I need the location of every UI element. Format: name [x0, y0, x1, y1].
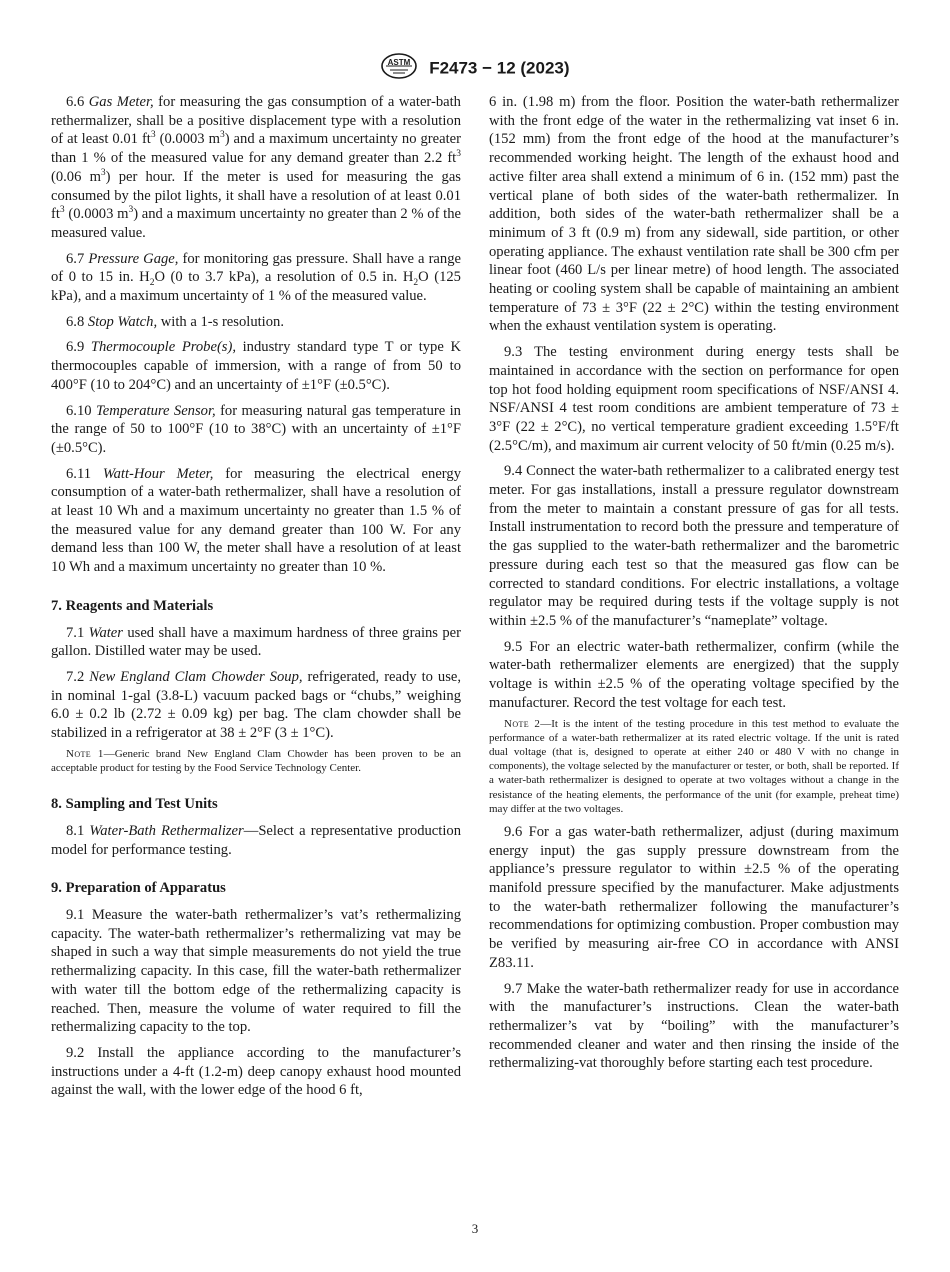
right-column — [489, 93, 899, 1080]
section-9-2-continued: 6 in. (1.98 m) from the floor. Position the water-bath rethermalizer with the front edge of the water in the rethermalizing vat inset 6 in. (152 mm) from the front edge of the hood at the manufacturer’s recommended working height. The length of the exhaust hood and active filter area shall extend a minimum of 6 in. (152 mm) past the vertical plane of both sides of the water-bath rethermalizer. In addition, both sides of the water-bath rethermalizer shall be a minimum of 3 ft (0.9 m) from any sidewall, side partition, or other operating appliance. The exhaust ventilation rate shall be 300 cfm per linear foot (460 L/s per linear metre) of hood length. The associated heating or cooling system shall be capable of maintaining an ambient temperature of 73 ± 3°F (22 ± 2°C) within the testing environment when the exhaust ventilation system is operating. — [489, 94, 899, 335]
note-1: Note 1—Generic brand New England Clam Chowder has been proven to be an acceptable product for testing by the Food Service Technology Center. — [51, 747, 461, 774]
section-7-1: 7.1 Water used shall have a maximum hardness of three grains per gallon. Distilled water may be used. — [51, 624, 461, 660]
section-9-6: 9.6 For a gas water-bath rethermalizer, adjust (during maximum energy input) the gas supply pressure downstream from the appliance’s pressure regulator to within ±2.5 % of the operating manifold pressure specified by the manufacturer. Make adjustments to the water-bath rethermalizer following the manufacturer’s recommendations for optimizing combustion. Proper combustion may be verified by measuring air-free CO in accordance with ANSI Z83.11. — [489, 823, 899, 971]
note-2: Note 2—It is the intent of the testing procedure in this test method to evaluate the performance of a water-bath rethermalizer at its rated electric voltage. If the unit is rated dual voltage (that is, designed to operate at either 240 or 480 V with no change in components), the voltage selected by the manufacturer or tester, or both, shall be reported. If a water-bath rethermalizer is designed to operate at two voltages without a change in the resistance of the heating elements, the performance of the unit (for example, preheat time) may differ at the two voltages. — [489, 717, 899, 815]
section-8-1: 8.1 Water-Bath Rethermalizer—Select a representative production model for performance testing. — [51, 822, 461, 858]
heading-preparation-of-apparatus: 9. Preparation of Apparatus — [51, 880, 226, 897]
section-6-9: 6.9 Thermocouple Probe(s), industry standard type T or type K thermocouples capable of immersion, with a range of from 50 to 400°F (10 to 204°C) and an uncertainty of ±1°F (±0.5°C). — [51, 339, 462, 393]
heading-sampling-and-test-units: 8. Sampling and Test Units — [51, 796, 218, 813]
astm-logo-icon — [380, 52, 418, 85]
section-6-6: 6.6 Gas Meter, for measuring the gas consumption of a water-bath rethermalizer, shall be a positive displacement type with a resolution of at least 0.01 $ft^3$ (0.0003 $m^3$) and a maximum uncertainty no greater than 1 % of the measured value for any demand greater than 2.2 $ft^3$ (0.06 $m^3$) per hour. If the meter is used for measuring the gas consumed by the pilot lights, it shall have a resolution of at least 0.01 $ft^3$ (0.0003 $m^3$) and a maximum uncertainty no greater than 2 % of the measured value. — [51, 94, 461, 241]
section-9-1: 9.1 Measure the water-bath rethermalizer’s vat’s rethermalizing capacity. The water-bath rethermalizer’s rethermalizing vat may be shaped in such a way that simple measurements do not yield the true rethermalizing capacity. In this case, fill the water-bath rethermalizer with water till the bottom edge of the rethermalizing capacity is reached. Then, measure the volume of water required to fill the rethermalizing capacity to the top. — [51, 907, 461, 1036]
left-column — [51, 93, 461, 1107]
section-7-2: 7.2 New England Clam Chowder Soup, refrigerated, ready to use, in nominal 1-gal (3.8-L) vacuum packed bags or “chubs,” weighing 6.0 ± 0.2 lb (2.72 ± 0.09 kg) per bag. The clam chowder shall be stabilized in a refrigerator at 38 ± 2°F (3 ± 1°C). — [51, 668, 462, 742]
page-header — [0, 52, 950, 85]
section-6-10: 6.10 Temperature Sensor, for measuring natural gas temperature in the range of 50 to 100°F (10 to 38°C) with an uncertainty of ±1°F (±0.5°C). — [51, 402, 461, 456]
section-9-2: 9.2 Install the appliance according to the manufacturer’s instructions under a 4-ft (1.2-m) deep canopy exhaust hood mounted against the wall, with the lower edge of the hood 6 ft, — [51, 1044, 461, 1099]
section-9-4: 9.4 Connect the water-bath rethermalizer to a calibrated energy test meter. For gas installations, install a pressure regulator downstream from the meter to maintain a constant pressure of gas for all tests. Install instrumentation to record both the pressure and temperature of the gas supplied to the water-bath rethermalizer and the barometric pressure during each test so that the measured gas flow can be corrected to standard conditions. For electric installations, a voltage regulator may be required during tests if the voltage supply is not within ±2.5 % of the manufacturer’s “nameplate” voltage. — [489, 463, 899, 629]
heading-reagents-and-materials: 7. Reagents and Materials — [51, 597, 214, 614]
section-9-3: 9.3 The testing environment during energy tests shall be maintained in accordance with the section on performance for open top hot food holding equipment room specifications of NSF/ANSI 4. NSF/ANSI 4 test room conditions are ambient temperature of 73 ± 3°F (22 ± 2°C), no vertical temperature gradient exceeding 1.5°F/ft (2.5°C/m), and maximum air current velocity of 50 ft/min (0.25 m/s). — [489, 344, 899, 454]
section-9-5: 9.5 For an electric water-bath rethermalizer, confirm (while the water-bath rethermalizer elements are energized) that the supply voltage is within ±2.5 % of the operating voltage specified by the manufacturer. Record the test voltage for each test. — [489, 638, 899, 711]
document-designation: F2473 − 12 (2023) — [429, 58, 570, 78]
page-number: 3 — [471, 1221, 479, 1236]
section-9-7: 9.7 Make the water-bath rethermalizer ready for use in accordance with the manufacturer’s instructions. Clean the water-bath rethermalizer’s vat by “boiling” with the manufacturer’s recommended cleaner and water and then rinsing the inside of the rethermalizing-vat thoroughly before starting each test procedure. — [489, 980, 899, 1072]
section-6-11: 6.11 Watt-Hour Meter, for measuring the electrical energy consumption of a water-bath rethermalizer, shall have a resolution of at least 10 Wh and a maximum uncertainty no greater than 1.5 % of the measured value for any demand greater than 100 W. For any demand less than 100 W, the meter shall have a resolution of at least 10 Wh and a maximum uncertainty no greater than 10 %. — [51, 465, 461, 576]
section-6-8: 6.8 Stop Watch, with a 1-s resolution. — [66, 313, 284, 330]
section-6-7: 6.7 Pressure Gage, for monitoring gas pressure. Shall have a range of 0 to 15 in. $H_2O$ (0 to 3.7 kPa), a resolution of 0.5 in. $H_2O$ (125 kPa), and a maximum uncertainty of 1 % of the measured value. — [51, 250, 461, 305]
logo-text: ASTM — [388, 58, 411, 67]
